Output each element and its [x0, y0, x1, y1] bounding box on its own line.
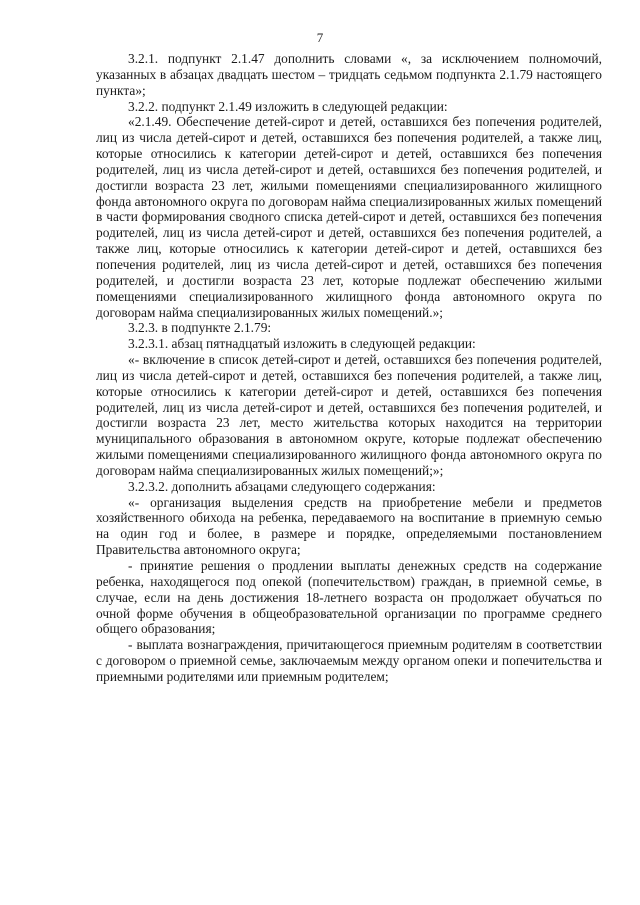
- paragraph-2-1-49-text: «2.1.49. Обеспечение детей-сирот и детей, оставшихся без попечения родителей, лиц из числа детей-сирот и детей, оставшихся без попечения родителей, а также лиц, которые относились к категории детей-сирот и детей, оставшихся без попечения родителей, лиц из числа детей-сирот и детей, оставшихся без попечения родителей, и достигли возраста 23 лет, жилыми помещениями специализированного жилищного фонда автономного округа по договорам найма специализированных жилых помещений в части формирования сводного списка детей-сирот и детей, оставшихся без попечения родителей, лиц из числа детей-сирот и детей, оставшихся без попечения родителей, а также лиц, которые относились к категории детей-сирот и детей, оставшихся без попечения родителей, лиц из числа детей-сирот и детей, оставшихся без попечения родителей, и достигли возраста 23 лет, которые подлежат обеспечению жилыми помещениями специализированного жилищного фонда автономного округа по договорам найма специализированных жилых помещений.»;: [96, 114, 602, 320]
- page-number: 7: [316, 30, 324, 45]
- paragraph-abzac-15-text: «- включение в список детей-сирот и детей, оставшихся без попечения родителей, лиц из числа детей-сирот и детей, оставшихся без попечения родителей, а также лиц, которые относились к категории детей-сирот и детей, оставшихся без попечения родителей, лиц из числа детей-сирот и детей, оставшихся без попечения родителей, и достигли возраста 23 лет, место жительства которых находится на территории муниципального образования в автономном округе, которые подлежат обеспечению жилыми помещениями специализированного жилищного фонда автономного округа по договорам найма специализированных жилых помещений;»;: [96, 352, 602, 478]
- paragraph-3-2-2: 3.2.2. подпункт 2.1.49 изложить в следующей редакции:: [128, 98, 448, 114]
- paragraph-remuneration: - выплата вознаграждения, причитающегося приемным родителям в соответствии с договором о приемной семье, заключаемым между органом опеки и попечительства и приемными родителями или приемным родителем;: [96, 637, 602, 684]
- paragraph-payment-extension: - принятие решения о продлении выплаты денежных средств на содержание ребенка, находящегося под опекой (попечительством) граждан, в приемной семье, в случае, если на день достижения 18-летнего возраста он продолжает обучаться по очной форме обучения в общеобразовательной организации по программе среднего общего образования;: [96, 558, 602, 637]
- paragraph-3-2-3: 3.2.3. в подпункте 2.1.79:: [128, 320, 272, 336]
- paragraph-3-2-3-1: 3.2.3.1. абзац пятнадцатый изложить в следующей редакции:: [128, 336, 476, 352]
- paragraph-3-2-3-2: 3.2.3.2. дополнить абзацами следующего содержания:: [128, 478, 436, 494]
- paragraph-3-2-1: 3.2.1. подпункт 2.1.47 дополнить словами «, за исключением полномочий, указанных в абзацах двадцать шестом – тридцать седьмом подпункта 2.1.79 настоящего пункта»;: [96, 51, 602, 98]
- document-body: [96, 51, 602, 685]
- paragraph-furniture-funds: «- организация выделения средств на приобретение мебели и предметов хозяйственного обихода на ребенка, передаваемого на воспитание в приемную семью на один год и более, в размере и порядке, определяемыми постановлением Правительства автономного округа;: [96, 494, 602, 558]
